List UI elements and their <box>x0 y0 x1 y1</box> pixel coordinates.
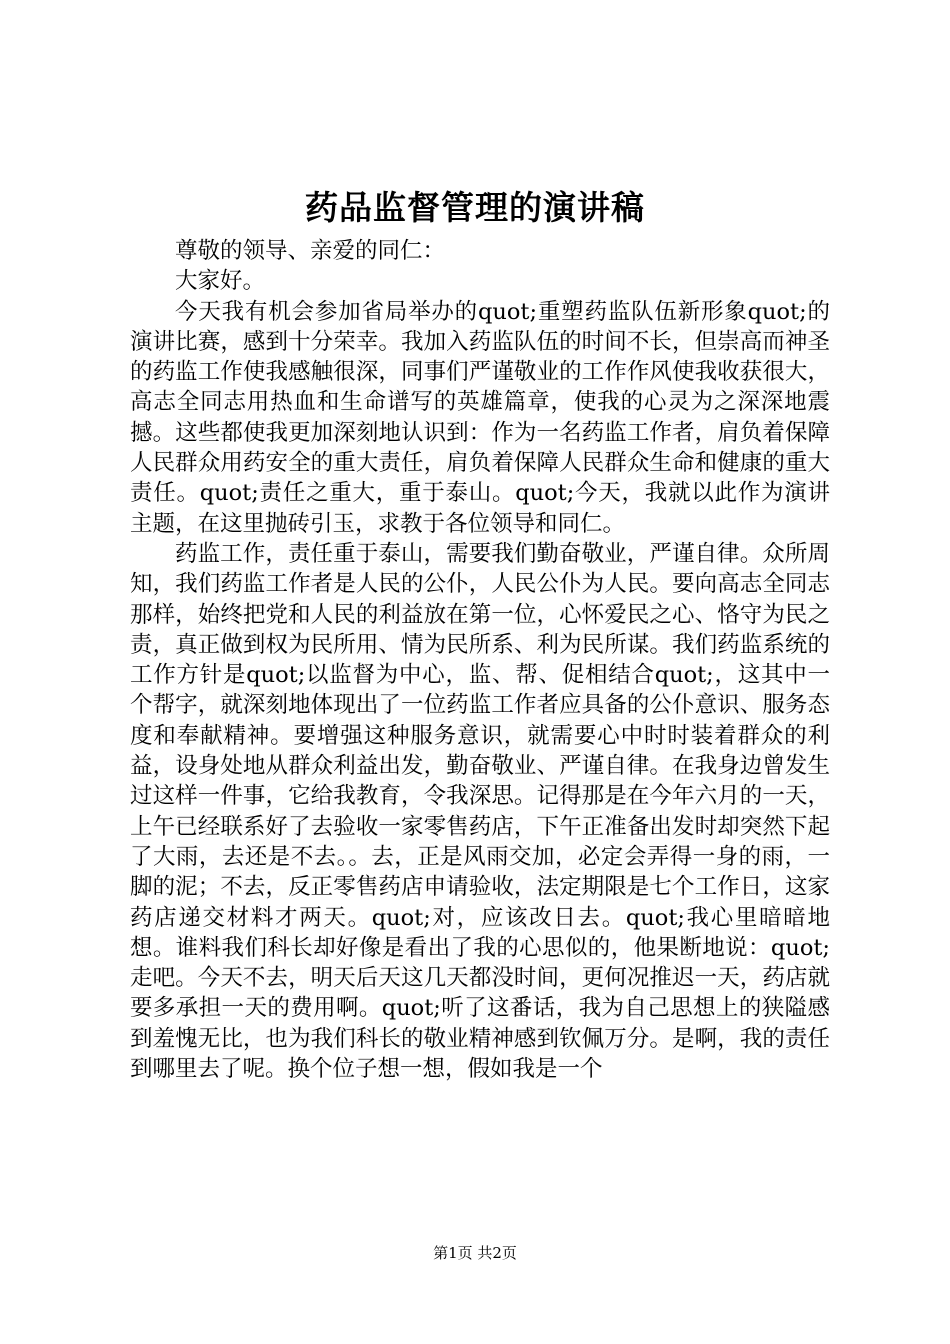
salutation-line: 尊敬的领导、亲爱的同仁： <box>175 238 446 264</box>
paragraph-intro: 今天我有机会参加省局举办的quot;重塑药监队伍新形象quot;的演讲比赛，感到十分荣幸。我加入药监队伍的时间不长，但崇高而神圣的药监工作使我感触很深，同事们严谨敬业的工作作风使我收获很大，高志全同志用热血和生命谱写的英雄篇章，使我的心灵为之深深地震撼。这些都使我更加深刻地认识到：作为一名药监工作者，肩负着保障人民群众用药安全的重大责任，肩负着保障人民群众生命和健康的重大责任。quot;责任之重大，重于泰山。quot;今天，我就以此作为演讲主题，在这里抛砖引玉，求教于各位领导和同仁。 <box>130 298 830 537</box>
document-title: 药品监督管理的演讲稿 <box>305 188 645 227</box>
page-number-footer: 第1页 共2页 <box>433 1244 517 1262</box>
greeting-line: 大家好。 <box>175 268 266 295</box>
paragraph-responsibility: 药监工作，责任重于泰山，需要我们勤奋敬业，严谨自律。众所周知，我们药监工作者是人民的公仆，人民公仆为人民。要向高志全同志那样，始终把党和人民的利益放在第一位，心怀爱民之心、恪守为民之责，真正做到权为民所用、情为民所系、利为民所谋。我们药监系统的工作方针是quot;以监督为中心，监、帮、促相结合quot;，这其中一个帮字，就深刻地体现出了一位药监工作者应具备的公仆意识、服务态度和奉献精神。要增强这种服务意识，就需要心中时时装着群众的利益，设身处地从群众利益出发，勤奋敬业、严谨自律。在我身边曾发生过这样一件事，它给我教育，令我深思。记得那是在今年六月的一天，上午已经联系好了去验收一家零售药店，下午正准备出发时却突然下起了大雨，去还是不去。。去，正是风雨交加，必定会弄得一身的雨，一脚的泥；不去，反正零售药店申请验收，法定期限是七个工作日，这家药店递交材料才两天。quot;对，应该改日去。quot;我心里暗暗地想。谁料我们科长却好像是看出了我的心思似的，他果断地说：quot;走吧。今天不去，明天后天这几天都没时间，更何况推迟一天，药店就要多承担一天的费用啊。quot;听了这番话，我为自己思想上的狭隘感到羞愧无比，也为我们科长的敬业精神感到钦佩万分。是啊，我的责任到哪里去了呢。换个位子想一想，假如我是一个 <box>130 540 830 1083</box>
document-body <box>130 236 830 1084</box>
